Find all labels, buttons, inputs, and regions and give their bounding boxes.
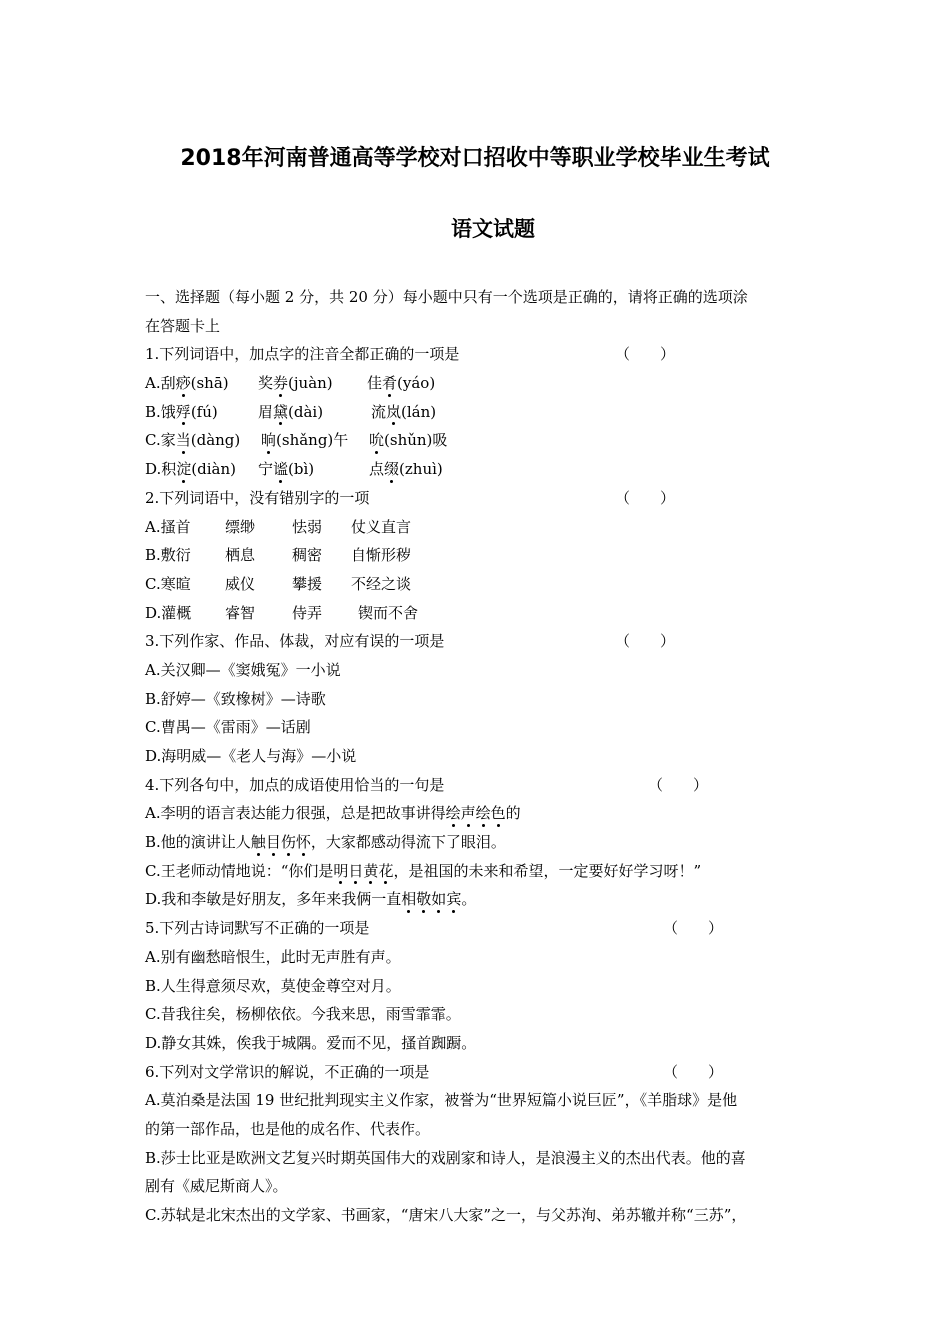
question-2-option-c: C.寒暄 威仪 攀援 不经之谈 xyxy=(145,574,412,593)
dotted-char: 花 xyxy=(378,857,393,886)
question-2-option-b: B.敷衍 栖息 稠密 自惭形秽 xyxy=(145,546,412,565)
dotted-char: 伤 xyxy=(281,828,296,857)
answer-blank-1: （ ） xyxy=(615,345,676,364)
question-1-stem xyxy=(145,340,810,369)
question-4-stem xyxy=(145,771,810,800)
question-6-option-b: B.莎士比亚是欧洲文艺复兴时期英国伟大的戏剧家和诗人，是浪漫主义的杰出代表。他的喜 xyxy=(145,1148,746,1167)
question-5-option-c: C.昔我往矣，杨柳依依。今我来思，雨雪霏霏。 xyxy=(145,1005,461,1024)
section-instructions: 一、选择题（每小题 2 分，共 20 分）每小题中只有一个选项是正确的，请将正确的选项涂 xyxy=(145,288,748,306)
dotted-char: 吮 xyxy=(369,426,384,455)
question-2-option-a: A.搔首 缥缈 怯弱 仗义直言 xyxy=(145,517,412,536)
question-2-stem xyxy=(145,484,810,513)
question-3-stem xyxy=(145,627,810,656)
dotted-char: 相 xyxy=(401,885,416,914)
question-5-option-b: B.人生得意须尽欢，莫使金尊空对月。 xyxy=(145,976,401,995)
question-5-text: 5.下列古诗词默写不正确的一项是 xyxy=(145,919,370,938)
question-3-option-b: B.舒婷—《致橡树》—诗歌 xyxy=(145,689,326,708)
dotted-idiom xyxy=(446,804,506,822)
dotted-char: 敬 xyxy=(416,885,431,914)
question-1-option-b: B.饿殍(fú) 眉黛(dài) 流岚(lán) xyxy=(145,398,810,427)
dotted-char: 怀 xyxy=(296,828,311,857)
dotted-char: 绘 xyxy=(476,799,491,828)
question-1-text: 1.下列词语中，加点字的注音全都正确的一项是 xyxy=(145,345,460,364)
question-2-text: 2.下列词语中，没有错别字的一项 xyxy=(145,488,370,507)
dotted-char: 触 xyxy=(251,828,266,857)
dotted-char: 目 xyxy=(266,828,281,857)
question-1-option-c: C.家当(dàng) 晌(shǎng)午 吮(shǔn)吸 xyxy=(145,426,810,455)
question-1-option-a: A.刮痧(shā) 奖券(juàn) 佳肴(yáo) xyxy=(145,369,810,398)
question-1-option-d: D.积淀(diàn) 宁谧(bì) 点缀(zhuì) xyxy=(145,455,810,484)
dotted-char: 谧 xyxy=(273,455,288,484)
dotted-char: 晌 xyxy=(261,426,276,455)
question-6-option-a: A.莫泊桑是法国 19 世纪批判现实主义作家，被誉为“世界短篇小说巨匠”，《羊脂球》是他 xyxy=(145,1091,738,1110)
dotted-char: 日 xyxy=(348,857,363,886)
dotted-char: 色 xyxy=(491,799,506,828)
answer-blank-2: （ ） xyxy=(615,488,676,507)
dotted-char: 如 xyxy=(431,885,446,914)
question-5-option-a: A.别有幽愁暗恨生，此时无声胜有声。 xyxy=(145,947,401,966)
question-4-text: 4.下列各句中，加点的成语使用恰当的一句是 xyxy=(145,775,445,794)
question-4-option-a: A.李明的语言表达能力很强，总是把故事讲得绘声绘色的 xyxy=(145,799,810,828)
dotted-idiom xyxy=(333,862,393,880)
dotted-char: 声 xyxy=(461,799,476,828)
section-instructions-cont: 在答题卡上 xyxy=(145,316,221,335)
dotted-char: 券 xyxy=(273,369,288,398)
question-4-option-c: C.王老师动情地说：“你们是明日黄花，是祖国的未来和希望，一定要好好学习呀！” xyxy=(145,857,810,886)
question-5-stem xyxy=(145,914,810,943)
question-6-stem xyxy=(145,1058,810,1087)
question-4-option-d: D.我和李敏是好朋友，多年来我俩一直相敬如宾。 xyxy=(145,885,810,914)
answer-blank-4: （ ） xyxy=(648,775,709,794)
dotted-char: 明 xyxy=(333,857,348,886)
dotted-char: 殍 xyxy=(176,398,191,427)
exam-subtitle: 语文试题 xyxy=(451,217,535,241)
dotted-char: 淀 xyxy=(176,455,191,484)
answer-blank-3: （ ） xyxy=(615,632,676,651)
exam-content xyxy=(145,283,810,1230)
dotted-char: 黛 xyxy=(273,398,288,427)
dotted-char: 肴 xyxy=(382,369,397,398)
question-2-option-d: D.灌概 睿智 侍弄 锲而不舍 xyxy=(145,603,419,622)
dotted-idiom xyxy=(251,833,311,851)
dotted-char: 岚 xyxy=(386,398,401,427)
dotted-char: 绘 xyxy=(446,799,461,828)
question-3-text: 3.下列作家、作品、体裁，对应有误的一项是 xyxy=(145,632,445,651)
dotted-char: 宾 xyxy=(446,885,461,914)
dotted-char: 痧 xyxy=(176,369,191,398)
dotted-idiom xyxy=(401,890,461,908)
question-3-option-d: D.海明威—《老人与海》—小说 xyxy=(145,747,357,765)
answer-blank-5: （ ） xyxy=(663,919,724,938)
question-6-text: 6.下列对文学常识的解说，不正确的一项是 xyxy=(145,1062,430,1081)
dotted-char: 当 xyxy=(176,426,191,455)
question-6-option-a-cont: 的第一部作品，也是他的成名作、代表作。 xyxy=(145,1119,431,1138)
exam-title: 2018年河南普通高等学校对口招收中等职业学校毕业生考试 xyxy=(180,146,770,171)
question-3-option-c: C.曹禺—《雷雨》—话剧 xyxy=(145,718,311,737)
question-6-option-c: C.苏轼是北宋杰出的文学家、书画家，“唐宋八大家”之一，与父苏洵、弟苏辙并称“三苏”， xyxy=(145,1206,747,1224)
question-6-option-b-cont: 剧有《威尼斯商人》。 xyxy=(145,1177,288,1196)
dotted-char: 缀 xyxy=(384,455,399,484)
question-4-option-b: B.他的演讲让人触目伤怀，大家都感动得流下了眼泪。 xyxy=(145,828,810,857)
answer-blank-6: （ ） xyxy=(663,1062,724,1081)
question-3-option-a: A.关汉卿—《窦娥冤》一小说 xyxy=(145,660,341,679)
dotted-char: 黄 xyxy=(363,857,378,886)
question-5-option-d: D.静女其姝，俟我于城隅。爱而不见，搔首踟蹰。 xyxy=(145,1033,477,1052)
